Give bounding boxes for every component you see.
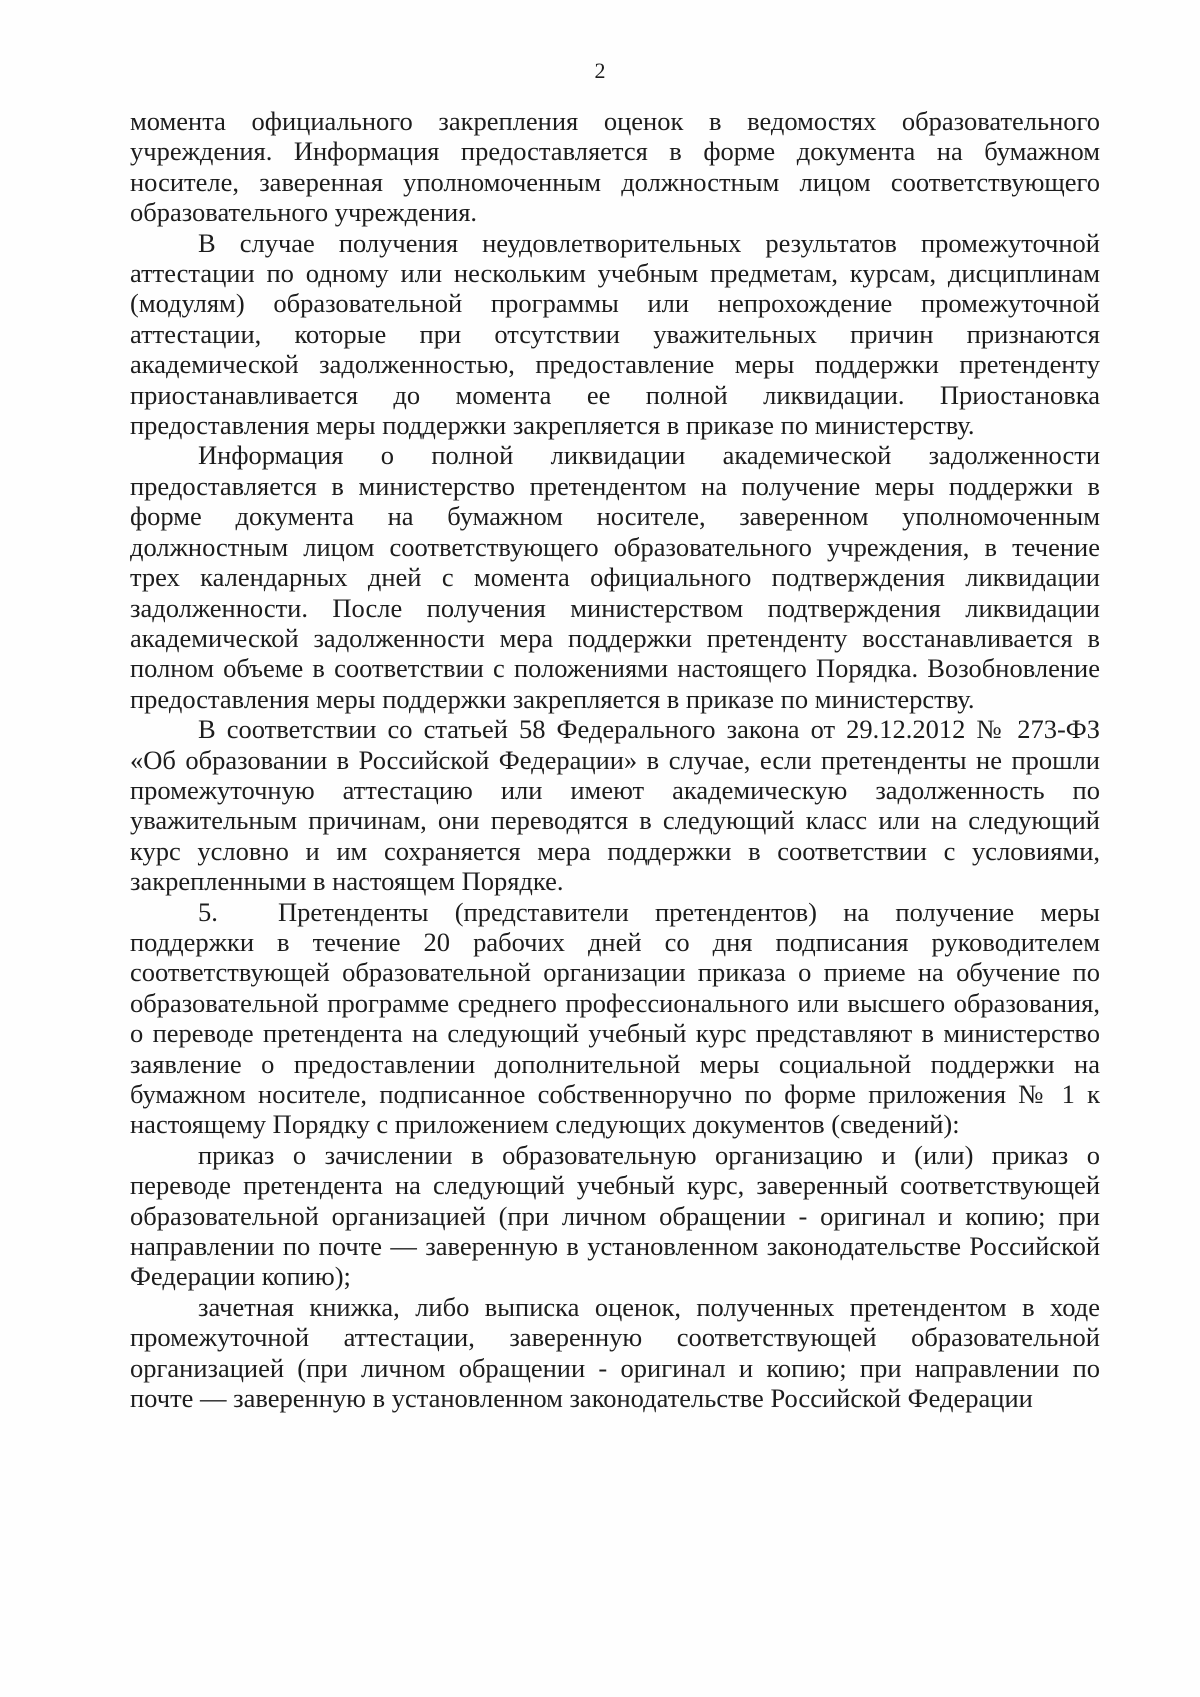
- paragraph-federal-law: В соответствии со статьей 58 Федерального закона от 29.12.2012 № 273-ФЗ «Об образовании в Российской Федерации» в случае, если претенденты не прошли промежуточную аттестацию или имеют академическую задолженность по уважительным причинам, они переводятся в следующий класс или на следующий курс условно и им сохраняется мера поддержки в соответствии с условиями, закрепленными в настоящем Порядке.: [130, 714, 1100, 897]
- document-body: [130, 106, 1100, 1413]
- item-number: 5.: [198, 896, 218, 927]
- item-5-text: Претенденты (представители претендентов) на получение меры поддержки в течение 20 рабочих дней со дня подписания руководителем соответствующей образовательной организации приказа о приеме на обучение по образовательной программе среднего профессионального или высшего образования, о переводе претендента на следующий учебный курс представляют в министерство заявление о предоставлении дополнительной меры социальной поддержки на бумажном носителе, подписанное собственноручно по форме приложения № 1 к настоящему Порядку с приложением следующих документов (сведений):: [130, 896, 1100, 1140]
- paragraph-academic-debt: В случае получения неудовлетворительных результатов промежуточной аттестации по одному или нескольким учебным предметам, курсам, дисциплинам (модулям) образовательной программы или непрохождение промежуточной аттестации, которые при отсутствии уважительных причин признаются академической задолженностью, предоставление меры поддержки претенденту приостанавливается до момента ее полной ликвидации. Приостановка предоставления меры поддержки закрепляется в приказе по министерству.: [130, 227, 1100, 441]
- paragraph-continuation: момента официального закрепления оценок в ведомостях образовательного учреждения. Информация предоставляется в форме документа на бумажном носителе, заверенная уполномоченным должностным лицом соответствующего образовательного учреждения.: [130, 106, 1100, 228]
- paragraph-debt-liquidation: Информация о полной ликвидации академической задолженности предоставляется в министерство претендентом на получение меры поддержки в форме документа на бумажном носителе, заверенном уполномоченным должностным лицом соответствующего образовательного учреждения, в течение трех календарных дней с момента официального подтверждения ликвидации задолженности. После получения министерством подтверждения ликвидации академической задолженности мера поддержки претенденту восстанавливается в полном объеме в соответствии с положениями настоящего Порядка. Возобновление предоставления меры поддержки закрепляется в приказе по министерству.: [130, 440, 1100, 714]
- paragraph-record-book: зачетная книжка, либо выписка оценок, полученных претендентом в ходе промежуточной аттестации, заверенную соответствующей образовательной организацией (при личном обращении - оригинал и копию; при направлении по почте — заверенную в установленном законодательстве Российской Федерации: [130, 1291, 1100, 1414]
- paragraph-item-5: [130, 897, 1100, 1140]
- page-number: 2: [594, 58, 606, 83]
- paragraph-enrollment-order: приказ о зачислении в образовательную организацию и (или) приказ о переводе претендента на следующий учебный курс, заверенный соответствующей образовательной организацией (при личном обращении - оригинал и копию; при направлении по почте — заверенную в установленном законодательстве Российской Федерации копию);: [130, 1139, 1100, 1292]
